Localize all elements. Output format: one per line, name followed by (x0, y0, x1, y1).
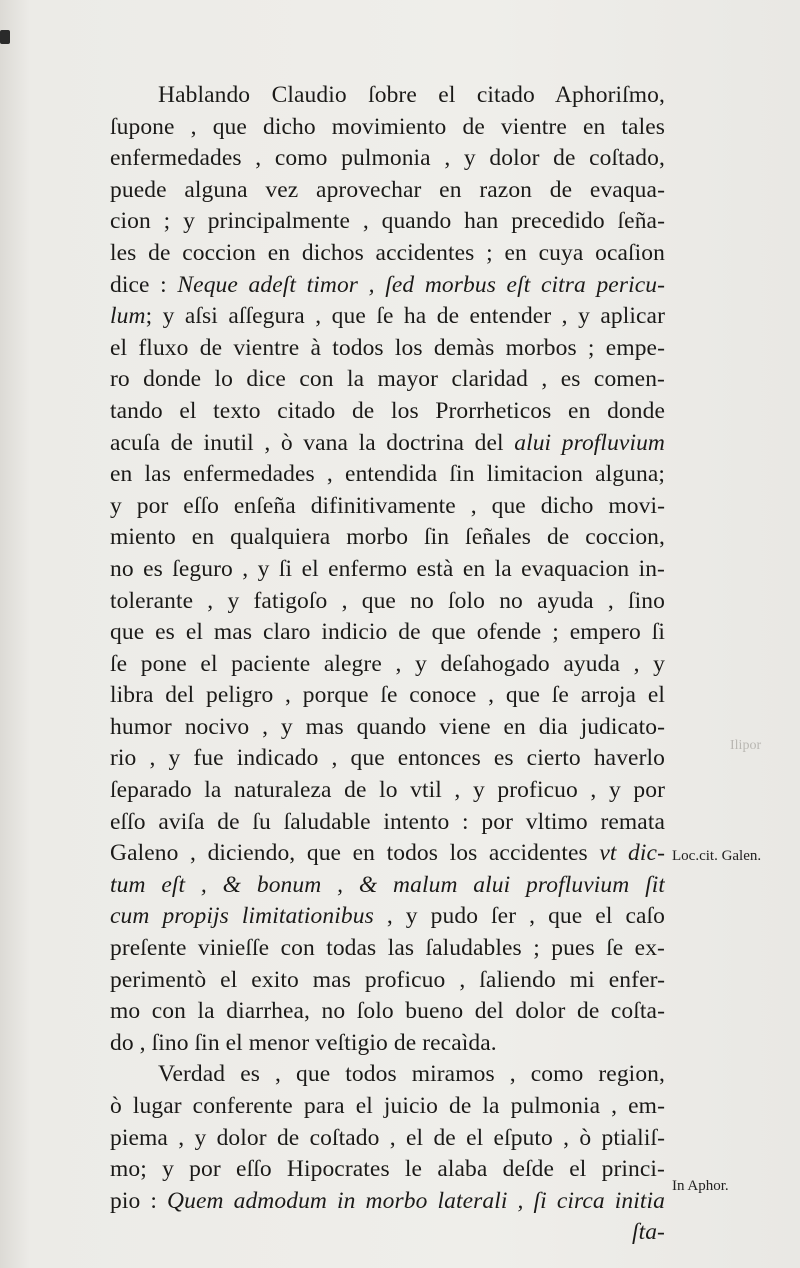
margin-note-galen: Loc.cit. Galen. (672, 848, 762, 864)
text-line (110, 459, 665, 491)
text-line (110, 965, 665, 997)
latin-quote: Quem admodum in morbo laterali , ſi circa initia (167, 1187, 665, 1214)
text-line (110, 364, 665, 396)
line-text: preſente vinieſſe con todas las ſaludables ; pues ſe ex- (110, 935, 665, 962)
text-line (110, 206, 665, 238)
line-text: dice : (110, 271, 178, 298)
text-line (110, 649, 665, 681)
line-text: humor nocivo , y mas quando viene en dia judicato- (110, 713, 665, 740)
line-text: pio : (110, 1187, 168, 1214)
text-line (110, 680, 665, 712)
text-line (110, 838, 665, 870)
line-text: ò lugar conferente para el juicio de la pulmonia , em- (110, 1093, 665, 1119)
text-line (110, 270, 665, 302)
margin-note-aphor: In Aphor. (672, 1178, 729, 1194)
text-line (110, 333, 665, 365)
text-line (110, 238, 665, 270)
line-text: enfermedades , como pulmonia , y dolor de coſtado, (110, 145, 665, 172)
line-text: y por eſſo enſeña difinitivamente , que dicho movi- (110, 492, 665, 519)
line-text: Hablando Claudio ſobre el citado Aphoriſmo, (158, 82, 665, 108)
latin-quote: alui profluvium (514, 429, 665, 456)
line-text: les de coccion en dichos accidentes ; en cuya ocaſion (110, 239, 665, 266)
text-line (110, 870, 665, 902)
line-text: , y pudo ſer , que el caſo (373, 903, 665, 930)
latin-quote: Neque adeſt timor , ſed morbus eſt citra pericu- (177, 271, 665, 298)
text-line (110, 554, 665, 586)
line-text: tando el texto citado de los Prorrheticos en donde (110, 397, 665, 424)
text-line (110, 1154, 665, 1186)
line-text: ſe pone el paciente alegre , y deſahogado ayuda , y (110, 650, 665, 677)
text-line (110, 491, 665, 523)
line-text: en las enfermedades , entendida ſin limitacion alguna; (110, 461, 665, 488)
line-text: do , ſino ſin el menor veſtigio de recaìda. (110, 1029, 497, 1056)
text-line (110, 1186, 665, 1218)
text-line (110, 428, 665, 460)
line-text: tolerante , y fatigoſo , que no ſolo no ayuda , ſino (110, 587, 665, 614)
line-text: Verdad es , que todos miramos , como region, (158, 1061, 665, 1088)
line-text: ſupone , que dicho movimiento de vientre en tales (110, 113, 665, 140)
page-edge-mark (0, 30, 10, 44)
line-text: Galeno , diciendo, que en todos los accidentes (110, 840, 600, 867)
text-line (110, 775, 665, 807)
line-text: libra del peligro , porque ſe conoce , que ſe arroja el (110, 682, 665, 709)
latin-quote: lum (110, 303, 146, 330)
text-line (110, 617, 665, 649)
text-line (110, 996, 665, 1028)
line-text: ro donde lo dice con la mayor claridad , es comen- (110, 366, 665, 393)
text-line (110, 807, 665, 839)
line-text: perimentò el exito mas proficuo , ſaliendo mi enfer- (110, 966, 665, 993)
line-text: que es el mas claro indicio de que ofende ; empero ſi (110, 619, 665, 646)
line-text: puede alguna vez aprovechar en razon de evaqua- (110, 176, 665, 203)
latin-quote: vt dic- (599, 840, 665, 867)
text-line (110, 1059, 665, 1091)
latin-quote: cum propijs limitationibus (110, 903, 374, 930)
text-line (110, 143, 665, 175)
text-line (110, 522, 665, 554)
bleed-through-text: Ilipor (730, 738, 762, 753)
line-text: mo con la diarrhea, no ſolo bueno del dolor de coſta- (110, 998, 665, 1025)
text-line (110, 1091, 665, 1123)
line-text: ſeparado la naturaleza de lo vtil , y proficuo , y por (110, 777, 665, 804)
text-line (110, 901, 665, 933)
line-text: mo; y por eſſo Hipocrates le alaba deſde el princi- (110, 1156, 665, 1183)
text-line (110, 1123, 665, 1155)
text-line (110, 933, 665, 965)
line-text: el fluxo de vientre à todos los demàs morbos ; empe- (110, 334, 665, 361)
line-text: acuſa de inutil , ò vana la doctrina del (110, 429, 515, 456)
text-line (110, 743, 665, 775)
text-line (110, 1217, 665, 1249)
latin-quote: tum eſt , & bonum , & malum alui profluvium ſit (110, 871, 665, 898)
line-text: cion ; y principalmente , quando han precedido ſeña- (110, 208, 665, 235)
text-line (110, 80, 665, 112)
line-text: piema , y dolor de coſtado , el de el eſputo , ò ptialiſ- (110, 1124, 665, 1151)
line-text: miento en qualquiera morbo ſin ſeñales de coccion, (110, 524, 665, 551)
text-line (110, 712, 665, 744)
latin-quote: ſta- (631, 1219, 665, 1246)
body-text (110, 80, 665, 1249)
line-text: ; y aſsi aſſegura , que ſe ha de entender , y aplicar (145, 303, 665, 330)
text-line (110, 301, 665, 333)
text-line (110, 396, 665, 428)
text-line (110, 1028, 665, 1060)
text-line (110, 175, 665, 207)
text-line (110, 112, 665, 144)
text-line (110, 586, 665, 618)
line-text: eſſo aviſa de ſu ſaludable intento : por vltimo remata (110, 808, 665, 835)
line-text: no es ſeguro , y ſi el enfermo està en la evaquacion in- (110, 555, 665, 582)
line-text: rio , y fue indicado , que entonces es cierto haverlo (110, 745, 665, 772)
